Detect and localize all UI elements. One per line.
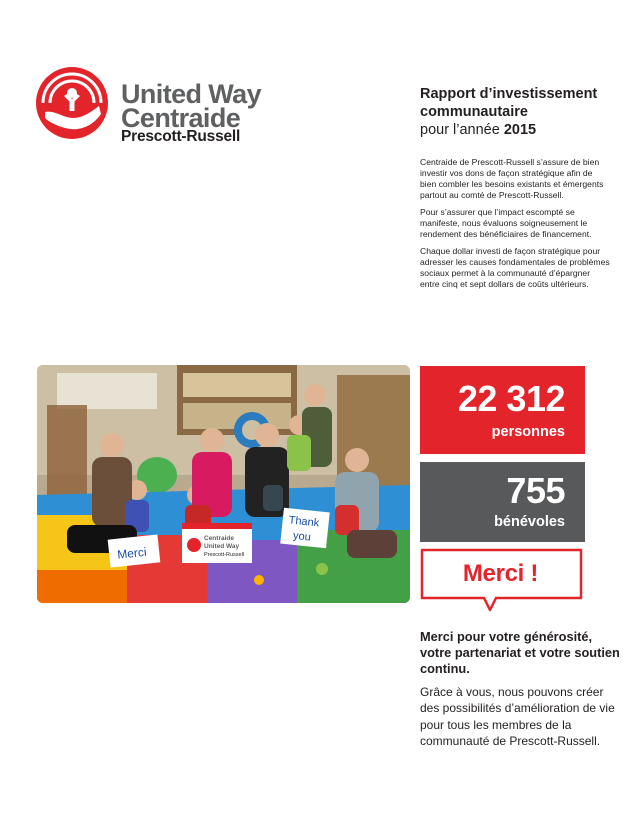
logo-line-united-way: United Way xyxy=(121,79,262,109)
intro-paragraph-3: Chaque dollar investi de façon stratégique pour adresser les causes fondamentales de problèmes sociaux permet à la communauté d’épargner entre cinq et sept dollars de coûts ultérieurs. xyxy=(420,246,610,289)
volunteers-stat-label: bénévoles xyxy=(494,514,565,530)
intro-paragraph-2: Pour s’assurer que l’impact escompté se manifeste, nous évaluons soigneusement le rendement des bénéficiaires de financement. xyxy=(420,207,592,239)
sign-you-text: you xyxy=(292,529,312,544)
community-photo xyxy=(37,365,410,603)
banner-line1: Centraide xyxy=(204,535,234,542)
intro-paragraph-1: Centraide de Prescott-Russell s’assure de bien investir vos dons de façon stratégique afin de bien combler les besoins existants et émergents partout au comté de Prescott-Russell. xyxy=(420,157,604,200)
logo-line-centraide: Centraide xyxy=(121,103,241,133)
people-stat-value: 22 312 xyxy=(457,378,565,419)
people-stat-box xyxy=(420,366,585,454)
united-way-hand-icon xyxy=(35,66,109,140)
report-title xyxy=(420,85,625,139)
thanks-body: Grâce à vous, nous pouvons créer des possibilités d’amélioration de vie pour tous les membres de la communauté de Prescott-Russell. xyxy=(420,685,615,748)
banner-line2: United Way xyxy=(204,543,240,550)
report-year: 2015 xyxy=(503,122,537,138)
centraide-banner xyxy=(182,523,252,563)
people-stat-label: personnes xyxy=(491,424,565,440)
report-title-line2: communautaire xyxy=(420,104,528,120)
volunteers-stat-box xyxy=(420,462,585,542)
logo-wordmark xyxy=(121,79,262,133)
logo-region: Prescott-Russell xyxy=(121,128,241,145)
merci-sign xyxy=(108,534,161,567)
report-title-line3 xyxy=(420,121,625,139)
photo-illustration xyxy=(37,365,410,603)
thank-you-sign xyxy=(280,508,330,549)
intro-text xyxy=(420,157,610,296)
sign-thank-text: Thank xyxy=(288,514,320,530)
merci-label: Merci ! xyxy=(462,560,539,587)
report-title-prefix: pour l’année xyxy=(420,122,504,138)
thanks-headline: Merci pour votre générosité, votre partenariat et votre soutien continu. xyxy=(420,629,620,676)
banner-line3: Prescott-Russell xyxy=(204,552,245,558)
thanks-section xyxy=(420,629,620,749)
volunteers-stat-value: 755 xyxy=(506,470,565,511)
sign-merci-text: Merci xyxy=(116,544,148,562)
merci-speech-box xyxy=(420,548,585,614)
report-title-line1: Rapport d’investissement xyxy=(420,86,598,102)
united-way-logo xyxy=(35,66,265,156)
